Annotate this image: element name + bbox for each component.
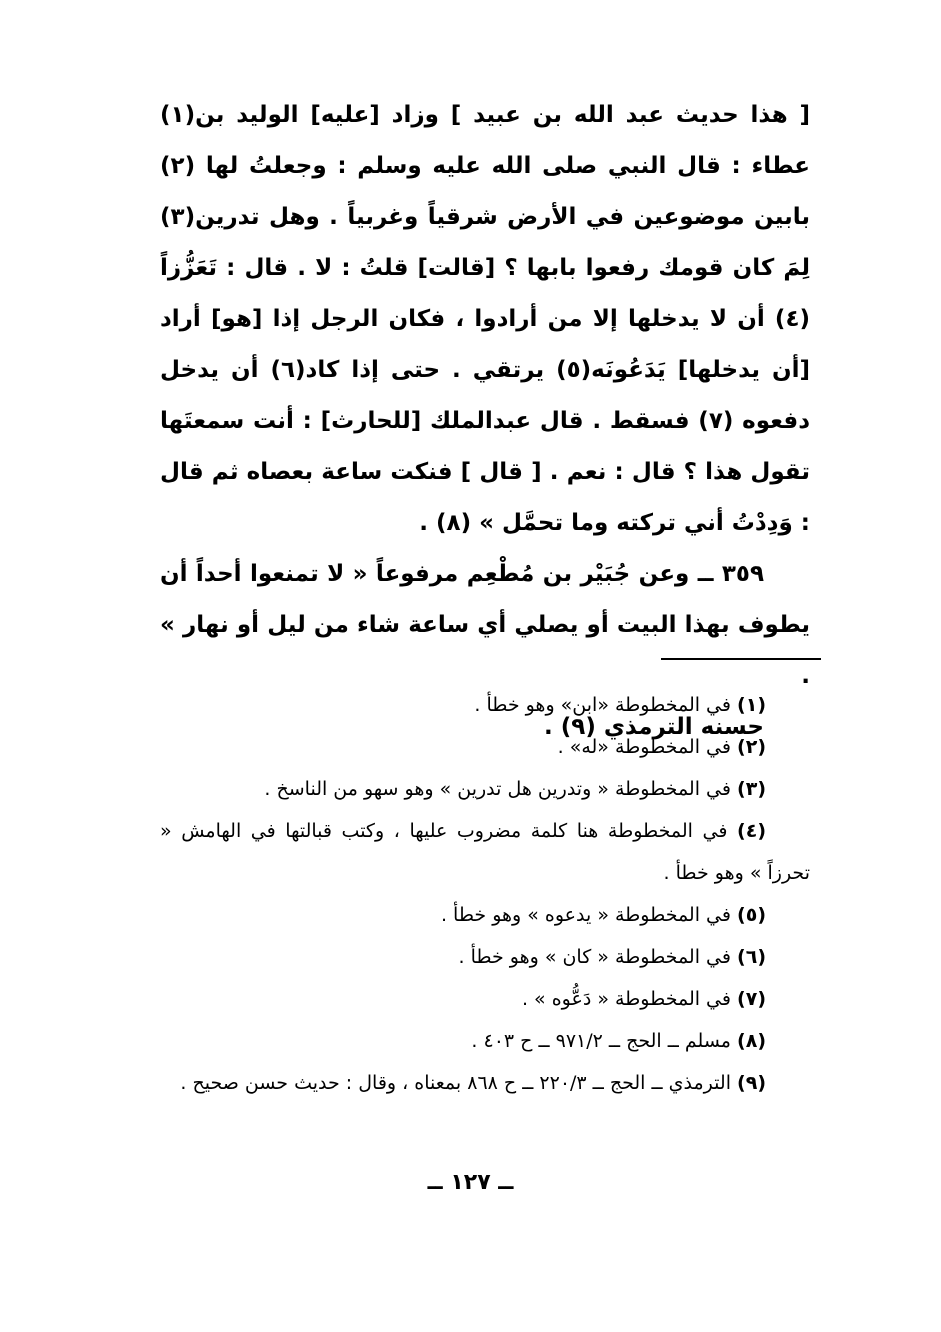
footnote-number: (٥) — [737, 904, 766, 926]
page-number: ــ ١٢٧ ــ — [427, 1170, 514, 1195]
footnote-number: (٤) — [737, 820, 766, 842]
footnote-text: مسلم ــ الحج ــ ٩٧١/٢ ــ ح ٤٠٣ . — [471, 1030, 731, 1052]
footnote-number: (٨) — [737, 1030, 766, 1052]
footnote-number: (٢) — [737, 736, 766, 758]
footnote-text: في المخطوطة « كان » وهو خطأ . — [458, 946, 731, 968]
footnote-text: الترمذي ــ الحج ــ ٢٢٠/٣ ــ ح ٨٦٨ بمعناه ، وقال : حديث حسن صحيح . — [180, 1072, 731, 1094]
footnotes — [160, 684, 810, 1104]
footnote-number: (٧) — [737, 988, 766, 1010]
footnote — [160, 768, 810, 810]
main-text — [160, 90, 810, 753]
footnote-text: في المخطوطة «له» . — [557, 736, 731, 758]
footnote — [160, 978, 810, 1020]
footnote — [160, 894, 810, 936]
footnote-number: (٣) — [737, 778, 766, 800]
footnote-number: (١) — [737, 694, 766, 716]
footnote — [160, 1020, 810, 1062]
footnote — [160, 1062, 810, 1104]
footnote — [160, 936, 810, 978]
hadith-grading: حسنه الترمذي (٩) . — [544, 714, 764, 740]
footnote-number: (٩) — [737, 1072, 766, 1094]
footnote-text: في المخطوطة « دَعُّوه » . — [521, 988, 731, 1010]
footnote — [160, 726, 810, 768]
hadith-paragraph-359: ٣٥٩ ــ وعن جُبَيْر بن مُطْعِم مرفوعاً « لا تمنعوا أحداً أن يطوف بهذا البيت أو يصلي أي ساعة شاء من ليل أو نهار » . — [160, 561, 810, 689]
footnote — [160, 810, 810, 894]
footnote-text: في المخطوطة «ابن» وهو خطأ . — [474, 694, 731, 716]
footnote-text: في المخطوطة « وتدرين هل تدرين » وهو سهو من الناسخ . — [264, 778, 731, 800]
footnote-text: في المخطوطة هنا كلمة مضروب عليها ، وكتب قبالتها في الهامش « تحرزاً » وهو خطأ . — [160, 820, 810, 884]
footnote-number: (٦) — [737, 946, 766, 968]
hadith-paragraph-continued: [ هذا حديث عبد الله بن عبيد ] وزاد [عليه] الوليد بن(١) عطاء : قال النبي صلى الله عليه وسلم : وجعلتُ لها (٢) بابين موضوعين في الأرض شرقياً وغربياً . وهل تدرين(٣) لِمَ كان قومك رفعوا بابها ؟ [قالت] قلتُ : لا . قال : تَعَزُّزاً (٤) أن لا يدخلها إلا من أرادوا ، فكان الرجل إذا [هو] أراد [أن يدخلها] يَدَعُونَه(٥) يرتقي . حتى إذا كاد(٦) أن يدخل دفعوه (٧) فسقط . قال عبدالملك [للحارث] : أنت سمعتَها تقول هذا ؟ قال : نعم . [ قال ] فنكت ساعة بعصاه ثم قال : وَدِدْتُ أني تركته وما تحمَّل » (٨) . — [160, 102, 810, 536]
footnote-divider — [661, 658, 821, 660]
footnote-text: في المخطوطة « يدعوه » وهو خطأ . — [440, 904, 731, 926]
footnote — [160, 684, 810, 726]
